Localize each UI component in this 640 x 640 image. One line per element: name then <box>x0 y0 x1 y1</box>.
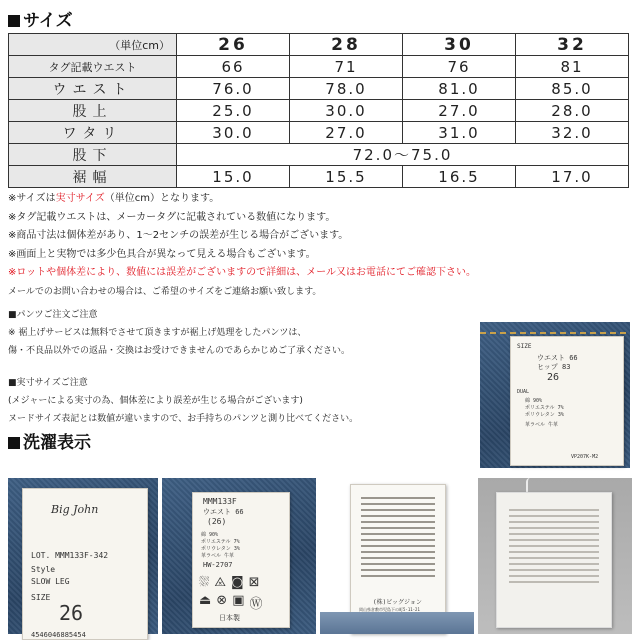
size-header-row <box>9 34 629 56</box>
cell: 28.0 <box>516 100 629 122</box>
size-tag-photo <box>480 322 630 468</box>
care-label-photo <box>162 478 316 634</box>
table-row <box>9 56 629 78</box>
cell: 76.0 <box>177 78 290 100</box>
note-line: メールでのお問い合わせの場合は、ご希望のサイズをご連絡お願い致します。 <box>8 286 322 297</box>
hang-tag-photo <box>478 478 632 634</box>
measure-note-line: (メジャーによる実寸の為、個体差により誤差が生じる場合がございます) <box>8 396 303 406</box>
note-line: ※商品寸法は個体差があり、1〜2センチの誤差が生じる場合がございます。 <box>8 230 349 241</box>
square-bullet-icon <box>8 15 20 27</box>
printed-text-lines <box>509 505 599 587</box>
cell: 78.0 <box>290 78 403 100</box>
cell: 17.0 <box>516 166 629 188</box>
unit-label: （単位cm） <box>9 34 177 56</box>
cell: 81 <box>516 56 629 78</box>
cell: 27.0 <box>403 100 516 122</box>
row-label: ワタリ <box>9 122 177 144</box>
row-label: タグ記載ウエスト <box>9 56 177 78</box>
no-bleach-icon: ⨻ <box>214 575 227 590</box>
cell: 76 <box>403 56 516 78</box>
care-label: MMM133F ウエスト 66 (26) 綿 90% ポリエステル 7% ポリウレタン 3% 革ラベル 牛革 HW-2707 ⛆ ⨻ ◙ ⊠ ⏏ ⊗ ▣ Ⓦ 日本製 <box>192 492 290 628</box>
cell: 16.5 <box>403 166 516 188</box>
measure-note-heading: ■実寸サイズご注意 <box>8 378 88 388</box>
iron-icon: ⏏ <box>199 593 212 608</box>
row-label: 裾幅 <box>9 166 177 188</box>
no-dryclean-icon: ⊗ <box>216 593 228 608</box>
cell: 27.0 <box>290 122 403 144</box>
row-label: 股上 <box>9 100 177 122</box>
note-line: ※サイズは実寸サイズ（単位cm）となります。 <box>8 193 220 204</box>
cell: 66 <box>177 56 290 78</box>
table-row <box>9 166 629 188</box>
size-section-title: サイズ <box>8 6 73 31</box>
pants-note-heading: ■パンツご注文ご注意 <box>8 310 98 320</box>
wash-section-title: 洗濯表示 <box>8 428 91 453</box>
size-col: 26 <box>177 34 290 56</box>
row-label: ウエスト <box>9 78 177 100</box>
brand-logo: Big John <box>51 503 99 516</box>
cell: 15.0 <box>177 166 290 188</box>
measure-note <box>8 374 358 428</box>
hang-tag <box>496 492 612 628</box>
cell: 71 <box>290 56 403 78</box>
wash-tub-icon: ⛆ <box>199 575 210 590</box>
cell: 85.0 <box>516 78 629 100</box>
size-tag: SIZE ウエスト 66 ヒップ 83 26 DUAL 綿 90% ポリエステル 7% ポリウレタン 3% 革ラベル 牛革 VP207K-M2 <box>510 336 624 466</box>
note-line: ※画面上と実物では多少色具合が異なって見える場合もございます。 <box>8 248 316 260</box>
cell: 32.0 <box>516 122 629 144</box>
stitch-line <box>480 332 630 334</box>
pants-note-line: ※ 裾上げサービスは無料でさせて頂きますが裾上げ処理をしたパンツは、 <box>8 328 307 338</box>
cell: 25.0 <box>177 100 290 122</box>
cell: 31.0 <box>403 122 516 144</box>
care-symbols-row <box>199 575 260 590</box>
pants-note-line: 傷・不良品以外での返品・交換はお受けできませんのであらかじめご了承ください。 <box>8 346 351 356</box>
size-col: 30 <box>403 34 516 56</box>
wet-clean-icon: Ⓦ <box>249 597 263 612</box>
no-tumble-icon: ⊠ <box>248 575 260 590</box>
note-line-warning: ※ロットや個体差により、数値には誤差がございますので詳細は、メール又はお電話にてご確認下さい。 <box>8 267 476 278</box>
square-bullet-icon <box>8 437 20 449</box>
cell: 30.0 <box>177 122 290 144</box>
size-notes <box>8 190 528 301</box>
barcode-number: 4546046885454 <box>31 631 86 639</box>
measure-note-line: ヌードサイズ表記とは数値が違いますので、お手持ちのパンツと測り比べてください。 <box>8 414 359 424</box>
size-col: 28 <box>290 34 403 56</box>
table-row <box>9 144 629 166</box>
maker-label-photo <box>320 478 474 634</box>
line-dry-icon: ▣ <box>232 593 245 608</box>
size-table <box>8 33 629 188</box>
cell: 15.5 <box>290 166 403 188</box>
merged-cell: 72.0〜75.0 <box>177 144 629 166</box>
brand-tag: Big John LOT. MMM133F-342 Style SLOW LEG SIZE 26 4546046885454 <box>22 488 148 640</box>
tumble-dry-icon: ◙ <box>231 575 244 590</box>
pants-note <box>8 306 350 360</box>
size-col: 32 <box>516 34 629 56</box>
cell: 30.0 <box>290 100 403 122</box>
brand-tag-photo <box>8 478 158 639</box>
cell: 81.0 <box>403 78 516 100</box>
printed-text-lines <box>361 493 435 581</box>
table-row <box>9 78 629 100</box>
care-symbols-row <box>199 593 263 612</box>
table-row <box>9 100 629 122</box>
denim-edge <box>320 612 474 634</box>
note-line: ※タグ記載ウエストは、メーカータグに記載されている数値になります。 <box>8 211 336 223</box>
table-row <box>9 122 629 144</box>
row-label: 股下 <box>9 144 177 166</box>
maker-label: (株)ビッグジョン 岡山県倉敷市児島下の町5-11-21 <box>350 484 446 634</box>
